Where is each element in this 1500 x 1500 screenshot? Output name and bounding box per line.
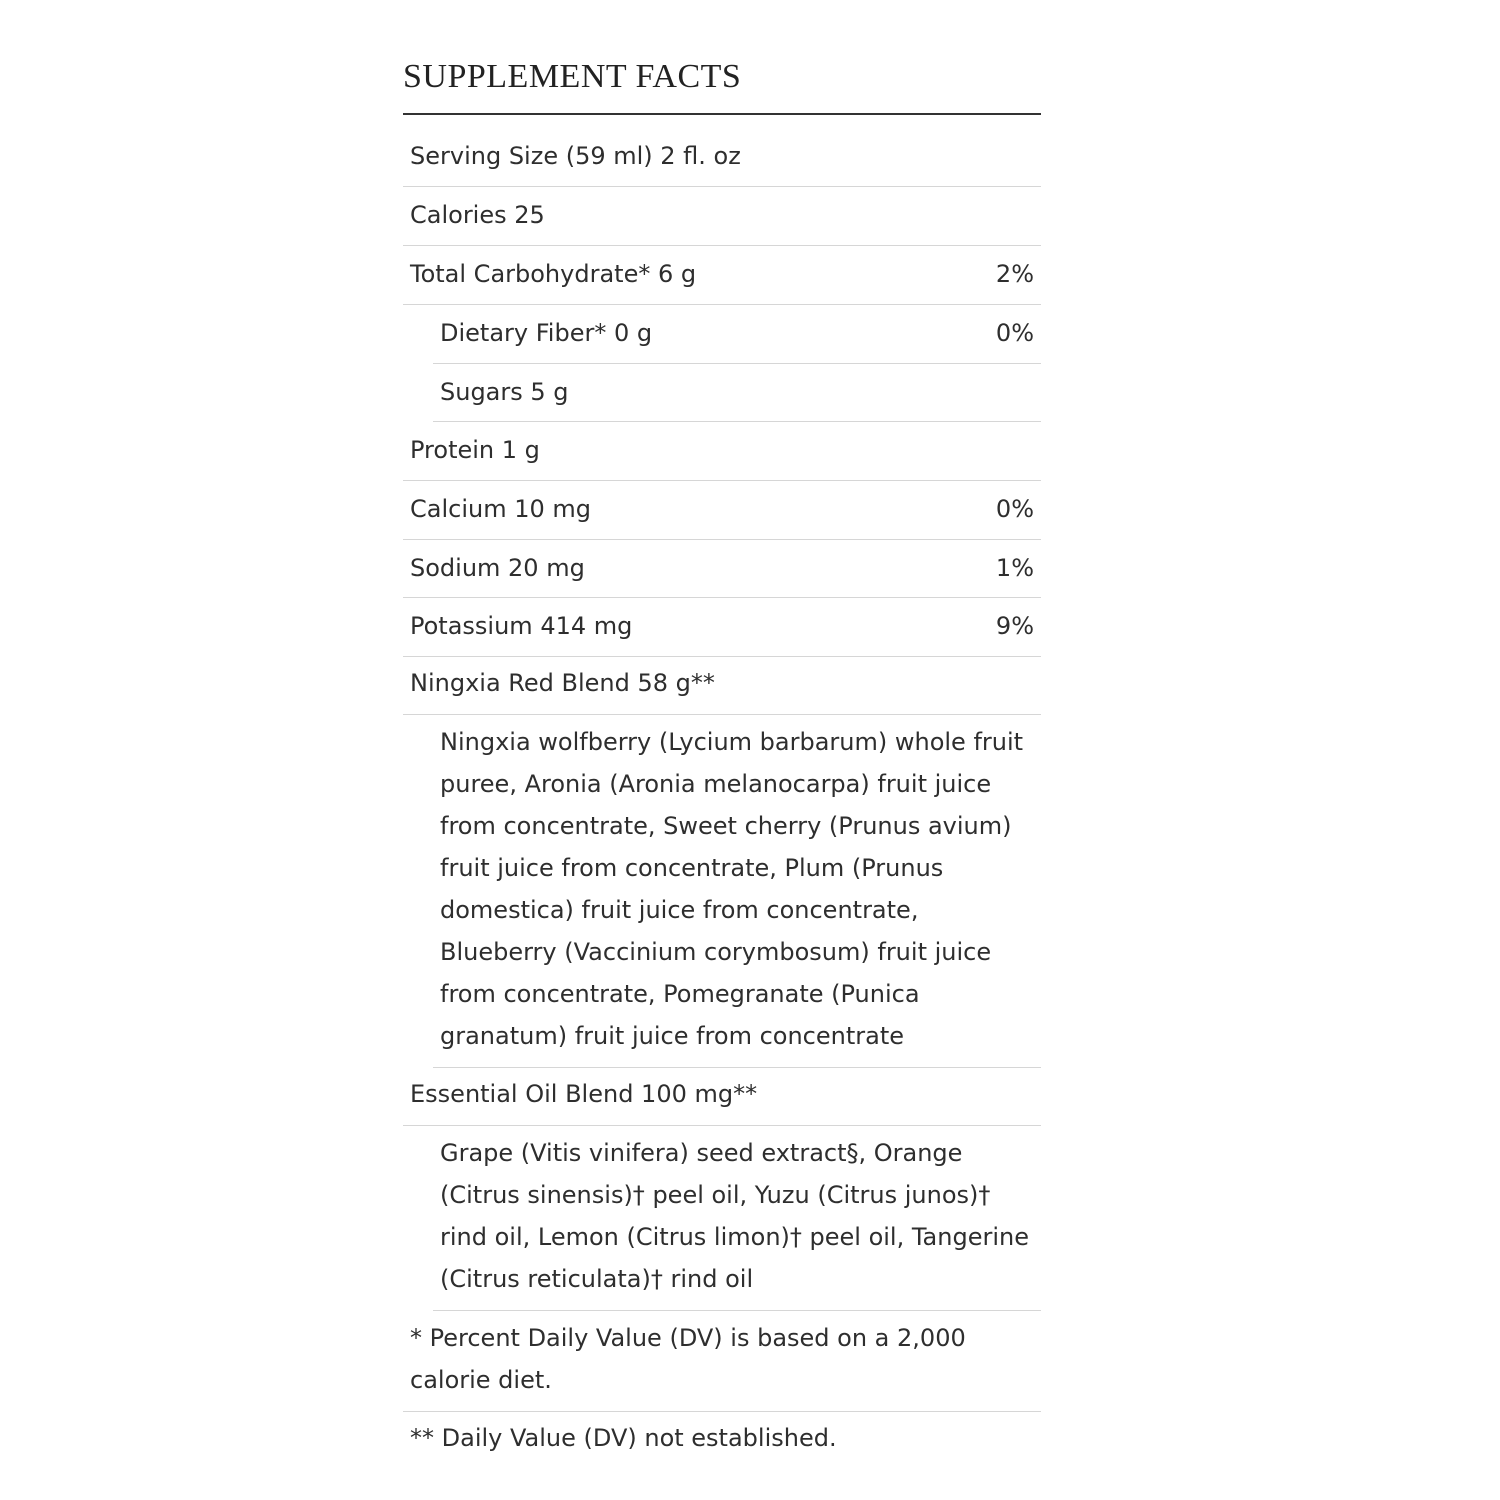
nutrient-label: Dietary Fiber* 0 g [440, 319, 653, 347]
daily-value: 0% [995, 495, 1034, 523]
daily-value: 2% [995, 260, 1034, 288]
nutrient-label: Sodium 20 mg [410, 554, 585, 582]
nutrient-row-essential-oil-blend [403, 1068, 1041, 1126]
oil-ingredients-row [433, 1126, 1041, 1311]
footnote-dv-basis-row [403, 1311, 1041, 1412]
nutrient-label: Calcium 10 mg [410, 495, 591, 523]
ingredients-text: Ningxia wolfberry (Lycium barbarum) whole fruit puree, Aronia (Aronia melanocarpa) fruit juice from concentrate, Sweet cherry (Prunus avium) fruit juice from concentrate, Plum (Prunus domestica) fruit juice from concentrate, Blueberry (Vaccinium corymbosum) fruit juice from concentrate, Pomegranate (Punica granatum) fruit juice from concentrate [440, 728, 1024, 1050]
nutrient-row-protein [403, 422, 1041, 481]
nutrient-label: Protein 1 g [410, 436, 540, 464]
ningxia-ingredients-row [433, 715, 1041, 1068]
nutrient-row-potassium [403, 598, 1041, 657]
nutrient-label: Calories 25 [410, 201, 545, 229]
serving-size-row [403, 128, 1041, 187]
ingredients-text: Grape (Vitis vinifera) seed extract§, Orange (Citrus sinensis)† peel oil, Yuzu (Citrus junos)† rind oil, Lemon (Citrus limon)† peel oil, Tangerine (Citrus reticulata)† rind oil [440, 1139, 1029, 1293]
nutrient-label: Sugars 5 g [440, 378, 569, 406]
footnote-dv-not-established: ** Daily Value (DV) not established. [410, 1424, 837, 1452]
nutrient-row-sugars [433, 364, 1041, 422]
daily-value: 1% [995, 554, 1034, 582]
nutrient-label: Essential Oil Blend 100 mg** [410, 1080, 758, 1108]
nutrient-row-sodium [403, 540, 1041, 598]
nutrient-label: Ningxia Red Blend 58 g** [410, 669, 715, 697]
nutrient-row-calories [403, 187, 1041, 246]
nutrient-label: Potassium 414 mg [410, 612, 633, 640]
title-divider [403, 113, 1041, 115]
serving-size-label: Serving Size (59 ml) 2 fl. oz [410, 142, 741, 170]
panel-title: SUPPLEMENT FACTS [403, 58, 742, 95]
nutrient-row-calcium [403, 481, 1041, 540]
nutrient-row-ningxia-red-blend [403, 657, 1041, 715]
nutrient-row-dietary-fiber [433, 305, 1041, 364]
nutrient-row-total-carbohydrate [403, 246, 1041, 305]
daily-value: 0% [995, 319, 1034, 347]
daily-value: 9% [995, 612, 1034, 640]
nutrient-label: Total Carbohydrate* 6 g [410, 260, 697, 288]
footnote-dv-basis: * Percent Daily Value (DV) is based on a 2,000 calorie diet. [410, 1324, 966, 1394]
